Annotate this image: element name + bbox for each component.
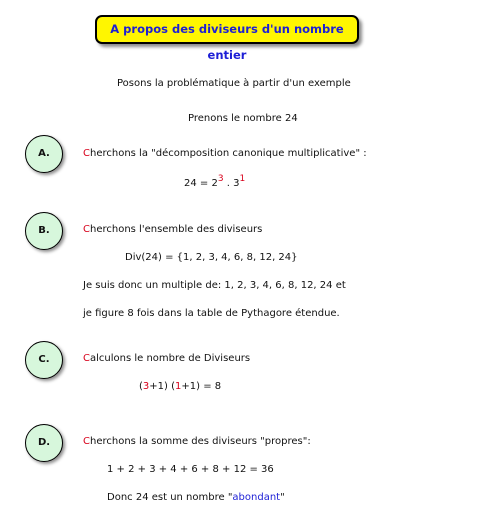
formula-c-num-1: 3: [142, 381, 150, 392]
section-d-conclusion: [107, 492, 285, 503]
section-d-badge: [25, 424, 63, 462]
section-b-divisors: Div(24) = {1, 2, 3, 4, 6, 8, 12, 24}: [125, 252, 298, 263]
formula-c-part-2: +1) (: [149, 381, 176, 392]
section-b-line-3: je figure 8 fois dans la table de Pythagore étendue.: [83, 308, 340, 319]
section-d-heading-text: herchons la somme des diviseurs "propres":: [89, 436, 311, 447]
section-b-heading-text: herchons l'ensemble des diviseurs: [89, 224, 263, 235]
section-b-line-2: Je suis donc un multiple de: 1, 2, 3, 4, 6, 8, 12, 24 et: [83, 280, 346, 291]
section-d-sum: 1 + 2 + 3 + 4 + 6 + 8 + 12 = 36: [107, 464, 274, 475]
intro-line-2: Prenons le nombre 24: [188, 113, 298, 124]
page-title: A propos des diviseurs d'un nombre entier: [110, 22, 344, 62]
section-d-initial: C: [83, 436, 90, 447]
section-b-initial: C: [83, 224, 90, 235]
formula-a-exponent-1: 3: [217, 173, 224, 184]
formula-a-lhs: 24 = 2: [184, 178, 218, 189]
section-d-badge-label: D.: [37, 437, 51, 448]
section-d-heading: [83, 436, 311, 447]
formula-c-part-3: +1) = 8: [181, 381, 222, 392]
section-b-heading: [83, 224, 262, 235]
section-a-initial: C: [83, 148, 90, 159]
formula-c-part-1: (: [139, 381, 143, 392]
title-banner: [95, 15, 359, 62]
section-b-badge-label: B.: [38, 225, 50, 236]
section-c-badge: [25, 341, 63, 379]
intro-line-1: Posons la problématique à partir d'un exemple: [117, 78, 351, 89]
section-c-initial: C: [83, 353, 90, 364]
conclusion-post: ": [280, 492, 285, 503]
section-a-heading-text: herchons la "décomposition canonique multiplicative" :: [89, 148, 367, 159]
conclusion-word: abondant: [232, 492, 281, 503]
section-b-badge: [25, 212, 63, 250]
section-c-heading: [83, 353, 250, 364]
section-c-formula: [139, 381, 221, 392]
section-a-badge-label: A.: [38, 148, 50, 159]
conclusion-pre: Donc 24 est un nombre ": [107, 492, 233, 503]
section-a-badge: [25, 135, 63, 173]
section-c-badge-label: C.: [38, 354, 50, 365]
section-a-formula: [184, 173, 246, 189]
section-a-heading: [83, 148, 367, 159]
formula-c-num-2: 1: [175, 381, 182, 392]
formula-a-exponent-2: 1: [239, 173, 246, 184]
formula-a-mid: . 3: [223, 178, 240, 189]
section-c-heading-text: alculons le nombre de Diviseurs: [89, 353, 251, 364]
